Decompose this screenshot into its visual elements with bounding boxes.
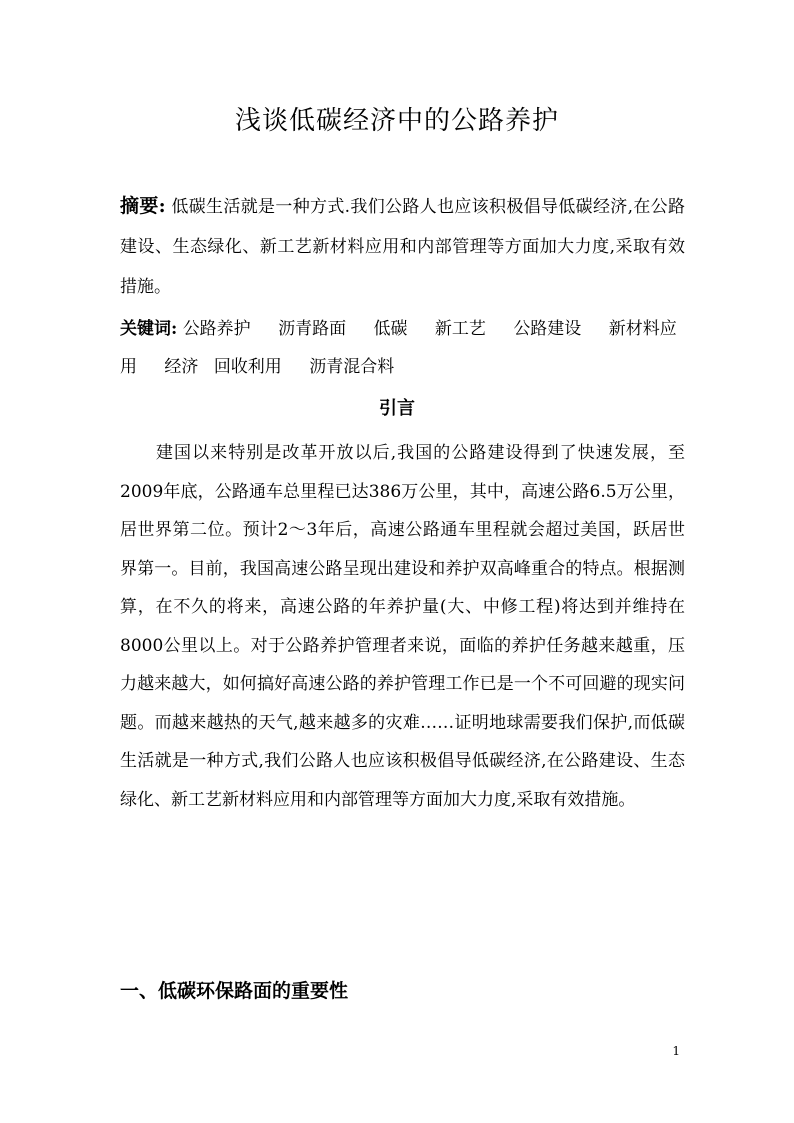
intro-paragraph: 建国以来特别是改革开放以后,我国的公路建设得到了快速发展，至2009年底，公路通车总里程已达386万公里，其中，高速公路6.5万公里，居世界第二位。预计2～3年后，高速公路通车里程就会超过美国，跃居世界第一。目前，我国高速公路呈现出建设和养护双高峰重合的特点。根据测算，在不久的将来，高速公路的年养护量(大、中修工程)将达到并维持在8000公里以上。对于公路养护管理者来说，面临的养护任务越来越重，压力越来越大，如何搞好高速公路的养护管理工作已是一个不可回避的现实问题。而越来越热的天气,越来越多的灾难……证明地球需要我们保护,而低碳生活就是一种方式,我们公路人也应该积极倡导低碳经济,在公路建设、生态绿化、新工艺新材料应用和内部管理等方面加大力度,采取有效措施。 [120,443,685,810]
page-number: 1 [672,1044,680,1058]
abstract [120,186,685,307]
keywords [120,310,685,386]
keyword: 经济 [164,357,199,377]
keyword: 公路养护 [182,319,251,339]
keyword: 新材料应用 [120,319,677,377]
keyword: 新工艺 [434,319,486,339]
keyword: 回收利用 [213,357,282,377]
intro-heading: 引言 [379,398,415,419]
keyword: 沥青混合料 [309,357,395,377]
keyword: 公路建设 [513,319,582,339]
section-heading: 一、低碳环保路面的重要性 [120,980,349,1002]
keywords-label: 关键词: [120,319,178,339]
keyword: 低碳 [373,319,408,339]
abstract-label: 摘要: [120,195,166,217]
abstract-text: 低碳生活就是一种方式.我们公路人也应该积极倡导低碳经济,在公路建设、生态绿化、新工艺新材料应用和内部管理等方面加大力度,采取有效措施。 [120,197,685,297]
document-title: 浅谈低碳经济中的公路养护 [234,106,559,136]
keyword: 沥青路面 [278,319,347,339]
